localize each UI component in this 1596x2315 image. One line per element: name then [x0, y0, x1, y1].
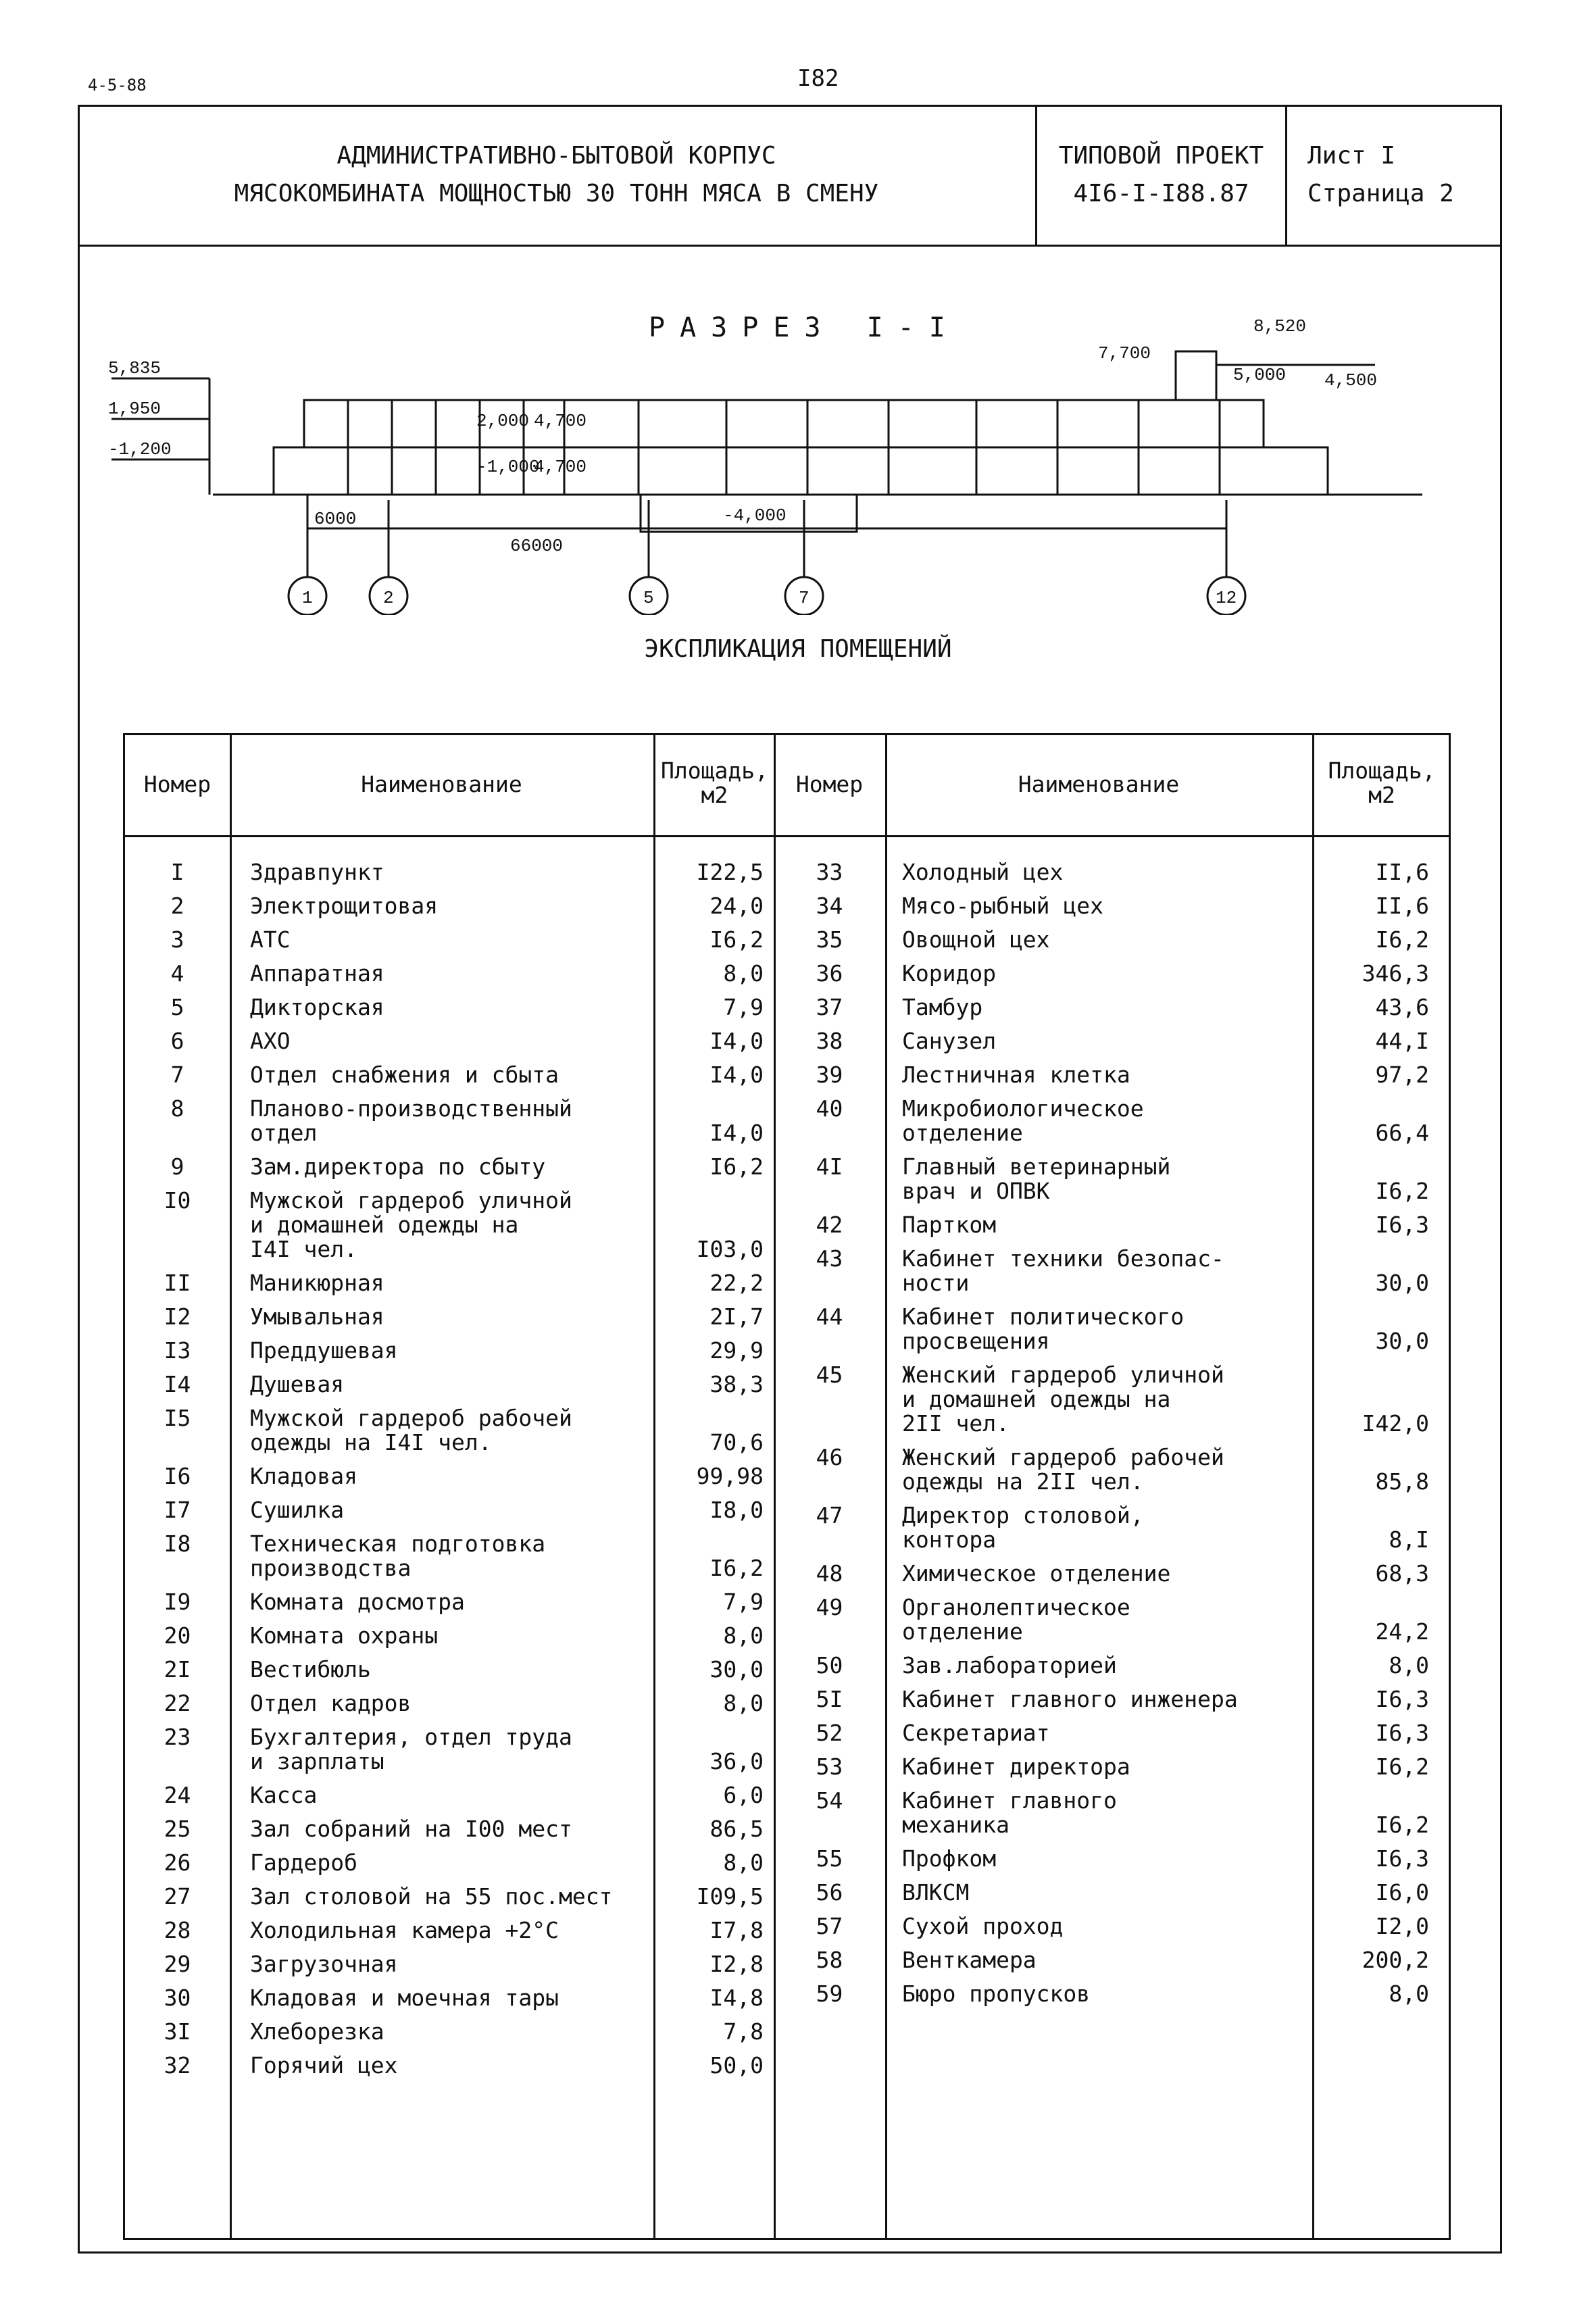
room-name: Санузел — [902, 1028, 997, 1054]
room-name: Кладовая и моечная тары — [250, 1985, 559, 2011]
room-number: 52 — [816, 1720, 843, 1746]
room-number: 25 — [164, 1816, 191, 1842]
explication-table — [123, 733, 1451, 2240]
room-name: Кабинет политического просвещения — [902, 1303, 1184, 1354]
room-name: Зав.лабораторией — [902, 1652, 1117, 1678]
room-area: 30,0 — [1375, 1328, 1429, 1354]
room-area: 36,0 — [709, 1748, 764, 1774]
room-name: Тамбур — [902, 994, 983, 1020]
room-number: I7 — [164, 1497, 191, 1523]
room-area: 7,8 — [723, 2018, 764, 2045]
room-area: II,6 — [1375, 859, 1429, 885]
axis-label: 7 — [799, 588, 809, 608]
room-name: Холодный цех — [902, 859, 1064, 885]
elevation-label: 7,700 — [1098, 343, 1151, 364]
room-number: 36 — [816, 960, 843, 987]
room-number: 43 — [816, 1245, 843, 1272]
room-name: Здравпункт — [250, 859, 384, 885]
elevation-label: 1,950 — [108, 399, 161, 419]
room-name: Планово-производственный отдел — [250, 1095, 572, 1146]
header-divider — [125, 835, 1449, 837]
section-title: РАЗРЕЗ I-I — [649, 312, 960, 343]
header-name: Наименование — [361, 771, 522, 797]
room-number: 35 — [816, 926, 843, 953]
room-number: I — [170, 859, 184, 885]
room-name: Кабинет техники безопас- ности — [902, 1245, 1224, 1296]
room-number: 37 — [816, 994, 843, 1020]
room-area: 29,9 — [709, 1337, 764, 1364]
room-name: Комната досмотра — [250, 1589, 465, 1615]
room-name: Мужской гардероб рабочей одежды на I4I чел. — [250, 1405, 572, 1455]
room-area: 99,98 — [696, 1463, 764, 1489]
room-name: Кладовая — [250, 1463, 357, 1489]
room-name: Женский гардероб рабочей одежды на 2II чел. — [902, 1444, 1224, 1495]
room-number: 40 — [816, 1095, 843, 1122]
room-name: Касса — [250, 1782, 318, 1808]
room-number: I9 — [164, 1589, 191, 1615]
room-number: 33 — [816, 859, 843, 885]
room-area: I6,2 — [709, 926, 764, 953]
building-lower-floor — [274, 447, 1328, 495]
room-area: 70,6 — [709, 1429, 764, 1455]
elevation-label: 4,700 — [534, 411, 587, 431]
room-number: 4I — [816, 1153, 843, 1180]
room-area: 24,2 — [1375, 1618, 1429, 1645]
room-number: 29 — [164, 1951, 191, 1977]
room-name: Женский гардероб уличной и домашней одежды на 2II чел. — [902, 1362, 1224, 1437]
building-upper-floor — [304, 400, 1264, 447]
room-area: I4,0 — [709, 1120, 764, 1146]
header-area: Площадь, м2 — [661, 757, 768, 808]
elevation-label: 4,700 — [534, 457, 587, 477]
room-number: 26 — [164, 1849, 191, 1876]
room-name: Венткамера — [902, 1947, 1037, 1973]
room-number: 55 — [816, 1845, 843, 1872]
room-name: Коридор — [902, 960, 997, 987]
room-name: АХО — [250, 1028, 291, 1054]
room-name: Зам.директора по сбыту — [250, 1153, 546, 1180]
title-block — [78, 105, 1502, 247]
room-area: I03,0 — [696, 1236, 764, 1262]
room-area: I6,2 — [1375, 1812, 1429, 1838]
room-name: Зал столовой на 55 пос.мест — [250, 1883, 613, 1910]
axis-label: 1 — [302, 588, 313, 608]
room-name: Главный ветеринарный врач и ОПВК — [902, 1153, 1171, 1204]
room-number: 57 — [816, 1913, 843, 1939]
room-number: 48 — [816, 1560, 843, 1587]
room-number: I5 — [164, 1405, 191, 1431]
room-area: 38,3 — [709, 1371, 764, 1397]
room-area: 6,0 — [723, 1782, 764, 1808]
room-area: 44,I — [1375, 1028, 1429, 1054]
sheet-label: Лист I — [1307, 141, 1396, 170]
room-name: Отдел кадров — [250, 1690, 412, 1716]
room-number: I0 — [164, 1187, 191, 1214]
col-divider — [230, 735, 232, 2238]
room-area: 8,0 — [723, 960, 764, 987]
room-name: Отдел снабжения и сбыта — [250, 1062, 559, 1088]
room-number: 42 — [816, 1212, 843, 1238]
room-number: 8 — [170, 1095, 184, 1122]
document-code: 4-5-88 — [88, 76, 147, 95]
room-area: I8,0 — [709, 1497, 764, 1523]
room-area: 22,2 — [709, 1270, 764, 1296]
room-area: 7,9 — [723, 994, 764, 1020]
header-area: Площадь, м2 — [1328, 757, 1436, 808]
room-name: Кабинет директора — [902, 1753, 1130, 1780]
room-area: I6,3 — [1375, 1212, 1429, 1238]
room-number: 38 — [816, 1028, 843, 1054]
room-name: Дикторская — [250, 994, 384, 1020]
room-area: 200,2 — [1362, 1947, 1429, 1973]
room-number: II — [164, 1270, 191, 1296]
room-area: 30,0 — [1375, 1270, 1429, 1296]
room-area: 7,9 — [723, 1589, 764, 1615]
room-name: Микробиологическое отделение — [902, 1095, 1144, 1146]
title-line-2: МЯСОКОМБИНАТА МОЩНОСТЬЮ 30 ТОНН МЯСА В СМЕНУ — [234, 179, 879, 207]
room-name: Бухгалтерия, отдел труда и зарплаты — [250, 1724, 572, 1774]
elevation-label: -1,200 — [108, 439, 172, 459]
room-area: 85,8 — [1375, 1468, 1429, 1495]
room-name: АТС — [250, 926, 291, 953]
room-name: Овощной цех — [902, 926, 1050, 953]
room-name: Горячий цех — [250, 2052, 398, 2078]
axis-label: 2 — [383, 588, 394, 608]
room-number: 49 — [816, 1594, 843, 1620]
room-area: 50,0 — [709, 2052, 764, 2078]
room-number: 6 — [170, 1028, 184, 1054]
room-number: 59 — [816, 1981, 843, 2007]
room-name: Аппаратная — [250, 960, 384, 987]
room-name: Партком — [902, 1212, 997, 1238]
room-name: Комната охраны — [250, 1622, 439, 1649]
room-name: Маникюрная — [250, 1270, 384, 1296]
room-area: 8,0 — [1389, 1652, 1429, 1678]
room-number: 4 — [170, 960, 184, 987]
room-area: I6,3 — [1375, 1845, 1429, 1872]
dimension-label: 6000 — [314, 509, 357, 529]
room-area: 43,6 — [1375, 994, 1429, 1020]
room-area: 8,0 — [1389, 1981, 1429, 2007]
room-number: 44 — [816, 1303, 843, 1330]
room-number: 3 — [170, 926, 184, 953]
elevation-label: -1,000 — [476, 457, 540, 477]
header-number: Номер — [795, 771, 864, 797]
room-number: 3I — [164, 2018, 191, 2045]
room-name: Органолептическое отделение — [902, 1594, 1130, 1645]
elevation-label: 4,500 — [1324, 370, 1378, 391]
room-name: Техническая подготовка производства — [250, 1530, 546, 1581]
room-area: I6,2 — [1375, 926, 1429, 953]
room-number: 46 — [816, 1444, 843, 1470]
elevation-label: 5,835 — [108, 358, 161, 378]
room-name: Сухой проход — [902, 1913, 1064, 1939]
project-label: ТИПОВОЙ ПРОЕКТ — [1058, 141, 1264, 170]
room-area: 8,0 — [723, 1690, 764, 1716]
room-area: 86,5 — [709, 1816, 764, 1842]
room-name: Профком — [902, 1845, 997, 1872]
section-drawing — [78, 291, 1502, 615]
room-number: I2 — [164, 1303, 191, 1330]
room-number: 5I — [816, 1686, 843, 1712]
room-name: Директор столовой, контора — [902, 1502, 1144, 1553]
room-name: Кабинет главного инженера — [902, 1686, 1238, 1712]
room-name: Секретариат — [902, 1720, 1050, 1746]
room-name: ВЛКСМ — [902, 1879, 970, 1906]
room-area: II,6 — [1375, 893, 1429, 919]
room-area: I7,8 — [709, 1917, 764, 1943]
axis-label: 5 — [643, 588, 654, 608]
room-number: 56 — [816, 1879, 843, 1906]
col-divider — [885, 735, 887, 2238]
room-number: 22 — [164, 1690, 191, 1716]
room-name: Хлеборезка — [250, 2018, 384, 2045]
room-number: 45 — [816, 1362, 843, 1388]
room-name: Кабинет главного механика — [902, 1787, 1117, 1838]
room-number: 53 — [816, 1753, 843, 1780]
room-number: 50 — [816, 1652, 843, 1678]
room-number: 30 — [164, 1985, 191, 2011]
room-name: Химическое отделение — [902, 1560, 1171, 1587]
building-tower — [1176, 351, 1216, 400]
room-number: 5 — [170, 994, 184, 1020]
room-name: Холодильная камера +2°С — [250, 1917, 559, 1943]
elevation-label: 8,520 — [1253, 316, 1307, 337]
room-area: 8,I — [1389, 1526, 1429, 1553]
room-area: I6,3 — [1375, 1720, 1429, 1746]
explication-title: ЭКСПЛИКАЦИЯ ПОМЕЩЕНИЙ — [644, 635, 952, 663]
page-label: Страница 2 — [1307, 179, 1454, 207]
room-name: Душевая — [250, 1371, 345, 1397]
room-name: Загрузочная — [250, 1951, 398, 1977]
room-area: I6,0 — [1375, 1879, 1429, 1906]
room-number: 47 — [816, 1502, 843, 1528]
room-number: I4 — [164, 1371, 191, 1397]
room-area: I6,2 — [1375, 1753, 1429, 1780]
room-name: Вестибюль — [250, 1656, 371, 1683]
room-name: Бюро пропусков — [902, 1981, 1091, 2007]
title-block-project — [1037, 105, 1287, 245]
room-area: I6,3 — [1375, 1686, 1429, 1712]
room-name: Гардероб — [250, 1849, 357, 1876]
room-number: 32 — [164, 2052, 191, 2078]
room-area: I22,5 — [696, 859, 764, 885]
room-number: 58 — [816, 1947, 843, 1973]
room-name: Сушилка — [250, 1497, 345, 1523]
elevation-label: 2,000 — [476, 411, 530, 431]
room-number: 34 — [816, 893, 843, 919]
page-number: I82 — [797, 65, 839, 92]
room-area: 66,4 — [1375, 1120, 1429, 1146]
room-area: 8,0 — [723, 1849, 764, 1876]
room-area: I6,2 — [1375, 1178, 1429, 1204]
room-number: 9 — [170, 1153, 184, 1180]
room-area: 346,3 — [1362, 960, 1429, 987]
col-divider — [774, 735, 776, 2238]
room-number: I8 — [164, 1530, 191, 1557]
room-area: I2,8 — [709, 1951, 764, 1977]
room-number: 7 — [170, 1062, 184, 1088]
room-number: 23 — [164, 1724, 191, 1750]
room-name: Мясо-рыбный цех — [902, 893, 1104, 919]
room-area: I4,0 — [709, 1028, 764, 1054]
room-area: 97,2 — [1375, 1062, 1429, 1088]
room-number: 28 — [164, 1917, 191, 1943]
room-number: I6 — [164, 1463, 191, 1489]
axis-label: 12 — [1216, 588, 1237, 608]
title-block-name — [78, 105, 1037, 245]
title-line-1: АДМИНИСТРАТИВНО-БЫТОВОЙ КОРПУС — [336, 141, 776, 170]
room-number: 27 — [164, 1883, 191, 1910]
room-area: I2,0 — [1375, 1913, 1429, 1939]
room-name: Преддушевая — [250, 1337, 398, 1364]
project-number: 4I6-I-I88.87 — [1073, 179, 1249, 207]
room-number: 2 — [170, 893, 184, 919]
elevation-label: -4,000 — [723, 505, 787, 526]
room-area: 24,0 — [709, 893, 764, 919]
room-number: I3 — [164, 1337, 191, 1364]
room-name: Умывальная — [250, 1303, 384, 1330]
room-area: I4,8 — [709, 1985, 764, 2011]
room-area: I6,2 — [709, 1555, 764, 1581]
room-number: 54 — [816, 1787, 843, 1814]
elevation-label: 5,000 — [1233, 365, 1287, 385]
header-name: Наименование — [1018, 771, 1180, 797]
room-area: 68,3 — [1375, 1560, 1429, 1587]
room-number: 2I — [164, 1656, 191, 1683]
room-number: 20 — [164, 1622, 191, 1649]
room-area: I42,0 — [1362, 1410, 1429, 1437]
dimension-label: 66000 — [510, 536, 564, 556]
title-block-sheet — [1287, 105, 1500, 245]
room-number: 39 — [816, 1062, 843, 1088]
header-number: Номер — [143, 771, 211, 797]
room-area: 30,0 — [709, 1656, 764, 1683]
room-area: I4,0 — [709, 1062, 764, 1088]
room-name: Электрощитовая — [250, 893, 439, 919]
room-number: 24 — [164, 1782, 191, 1808]
room-area: I6,2 — [709, 1153, 764, 1180]
room-name: Мужской гардероб уличной и домашней одежды на I4I чел. — [250, 1187, 572, 1262]
room-area: 8,0 — [723, 1622, 764, 1649]
room-name: Лестничная клетка — [902, 1062, 1130, 1088]
room-name: Зал собраний на I00 мест — [250, 1816, 572, 1842]
room-area: 2I,7 — [709, 1303, 764, 1330]
room-area: I09,5 — [696, 1883, 764, 1910]
